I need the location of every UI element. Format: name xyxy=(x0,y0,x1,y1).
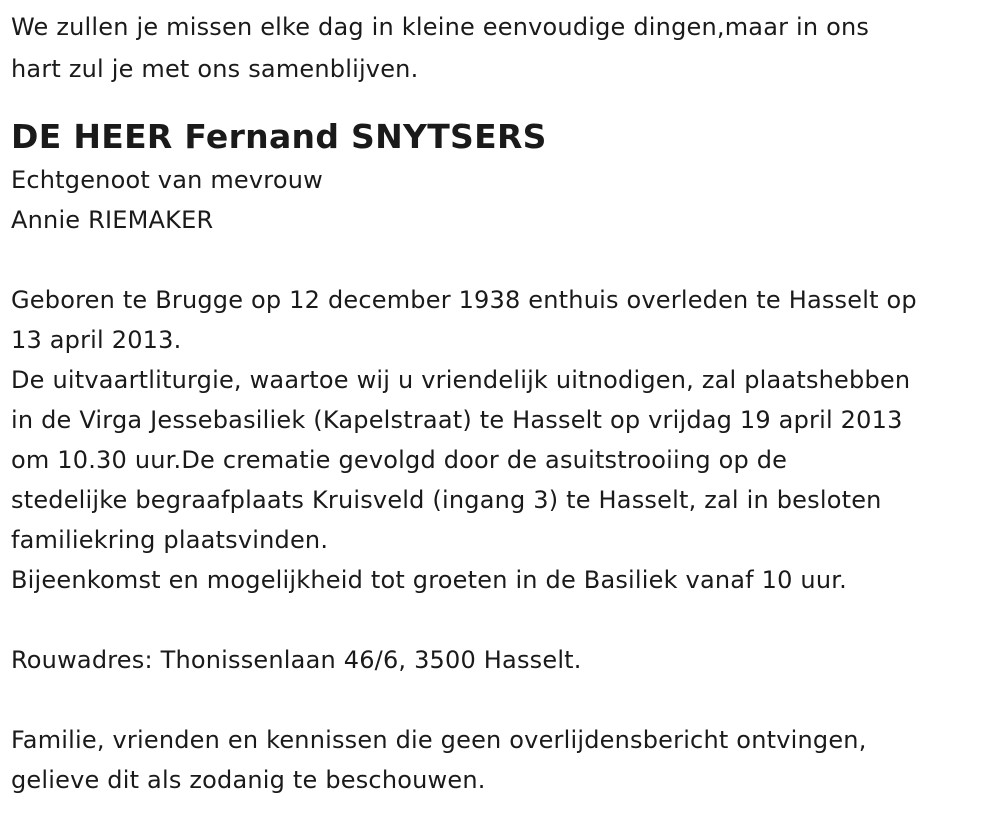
spouse-line-2: Annie RIEMAKER xyxy=(11,206,214,234)
body-line-6: stedelijke begraafplaats Kruisveld (ingang 3) te Hasselt, zal in besloten xyxy=(11,486,882,514)
body-line-8: Bijeenkomst en mogelijkheid tot groeten in de Basiliek vanaf 10 uur. xyxy=(11,566,847,594)
body-line-2: 13 april 2013. xyxy=(11,326,182,354)
body-line-3: De uitvaartliturgie, waartoe wij u vriendelijk uitnodigen, zal plaatshebben xyxy=(11,366,911,394)
spacer xyxy=(11,600,996,640)
intro-line-2: hart zul je met ons samenblijven. xyxy=(11,55,419,83)
body-line-1: Geboren te Brugge op 12 december 1938 enthuis overleden te Hasselt op xyxy=(11,286,917,314)
closing-line-1: Familie, vrienden en kennissen die geen overlijdensbericht ontvingen, xyxy=(11,726,867,754)
closing-note xyxy=(11,720,996,800)
intro-line-1: We zullen je missen elke dag in kleine eenvoudige dingen,maar in ons xyxy=(11,13,870,41)
closing-line-2: gelieve dit als zodanig te beschouwen. xyxy=(11,766,486,794)
obituary-body xyxy=(11,280,996,600)
spacer xyxy=(11,680,996,720)
body-line-4: in de Virga Jessebasiliek (Kapelstraat) te Hasselt op vrijdag 19 april 2013 xyxy=(11,406,903,434)
spouse-line-1: Echtgenoot van mevrouw xyxy=(11,166,323,194)
body-line-5: om 10.30 uur.De crematie gevolgd door de asuitstrooiing op de xyxy=(11,446,788,474)
obituary-notice xyxy=(11,6,996,800)
intro-quote xyxy=(11,6,996,90)
mourning-address: Rouwadres: Thonissenlaan 46/6, 3500 Hasselt. xyxy=(11,646,582,674)
body-line-7: familiekring plaatsvinden. xyxy=(11,526,329,554)
spacer xyxy=(11,240,996,280)
deceased-name: DE HEER Fernand SNYTSERS xyxy=(11,117,547,156)
